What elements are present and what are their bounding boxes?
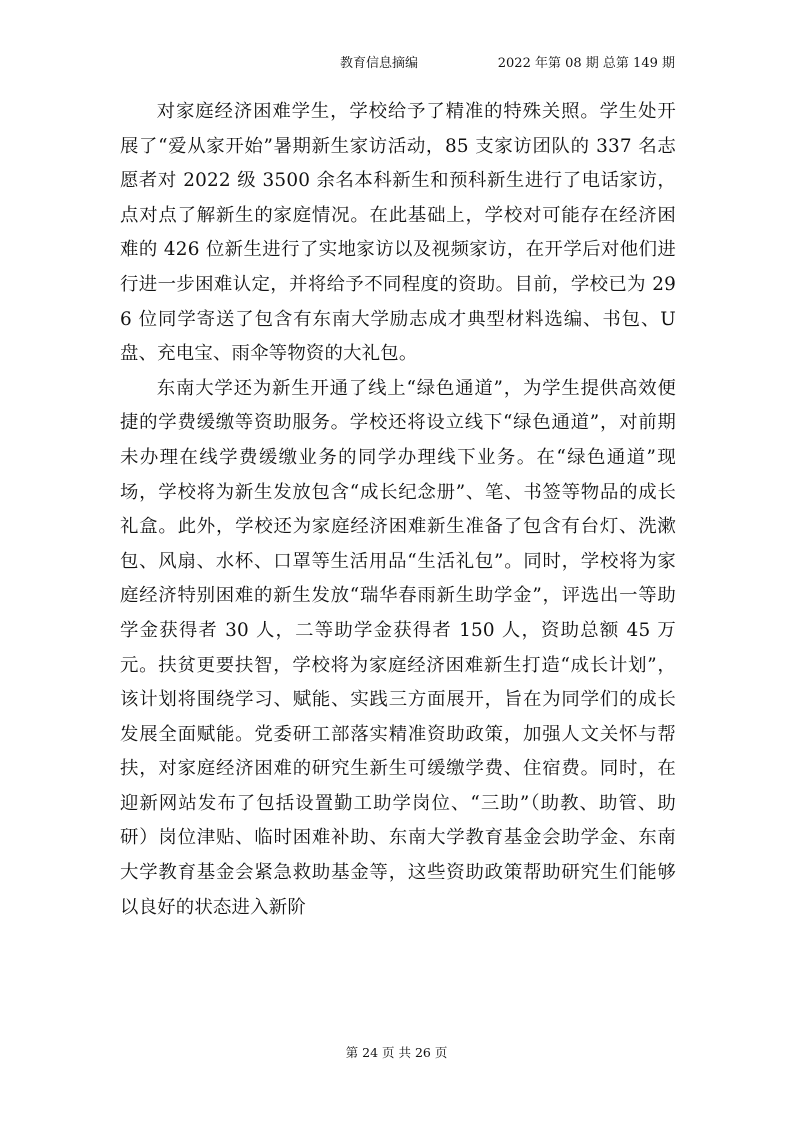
paragraph-1: 对家庭经济困难学生，学校给予了精准的特殊关照。学生处开展了“爱从家开始”暑期新生家访活动，85 支家访团队的 337 名志愿者对 2022 级 3500 余名本科新生和预科新生进行了电话家访，点对点了解新生的家庭情况。在此基础上，学校对可能存在经济困难的 426 位新生进行了实地家访以及视频家访，在开学后对他们进行进一步困难认定，并将给予不同程度的资助。目前，学校已为 296 位同学寄送了包含有东南大学励志成才典型材料选编、书包、U 盘、充电宝、雨伞等物资的大礼包。 — [120, 101, 676, 365]
publication-title: 教育信息摘编 — [340, 56, 419, 71]
paragraph-2: 东南大学还为新生开通了线上“绿色通道”，为学生提供高效便捷的学费缓缴等资助服务。学校还将设立线下“绿色通道”，对前期未办理在线学费缓缴业务的同学办理线下业务。在“绿色通道”现场，学校将为新生发放包含“成长纪念册”、笔、书签等物品的成长礼盒。此外，学校还为家庭经济困难新生准备了包含有台灯、洗漱包、风扇、水杯、口罩等生活用品“生活礼包”。同时，学校将为家庭经济特别困难的新生发放“瑞华春雨新生助学金”，评选出一等助学金获得者 30 人，二等助学金获得者 150 人，资助总额 45 万元。扶贫更要扶智，学校将为家庭经济困难新生打造“成长计划”，该计划将围绕学习、赋能、实践三方面展开，旨在为同学们的成长发展全面赋能。党委研工部落实精准资助政策，加强人文关怀与帮扶，对家庭经济困难的研究生新生可缓缴学费、住宿费。同时，在迎新网站发布了包括设置勤工助学岗位、“三助”（助教、助管、助研）岗位津贴、临时困难补助、东南大学教育基金会助学金、东南大学教育基金会紧急救助基金等，这些资助政策帮助研究生们能够以良好的状态进入新阶 — [120, 377, 676, 918]
issue-number: 2022 年第 08 期 总第 149 期 — [497, 56, 675, 71]
page-footer — [0, 1043, 793, 1063]
article-body — [120, 95, 676, 925]
page-number: 第 24 页 共 26 页 — [345, 1045, 448, 1060]
page-header — [120, 54, 675, 74]
